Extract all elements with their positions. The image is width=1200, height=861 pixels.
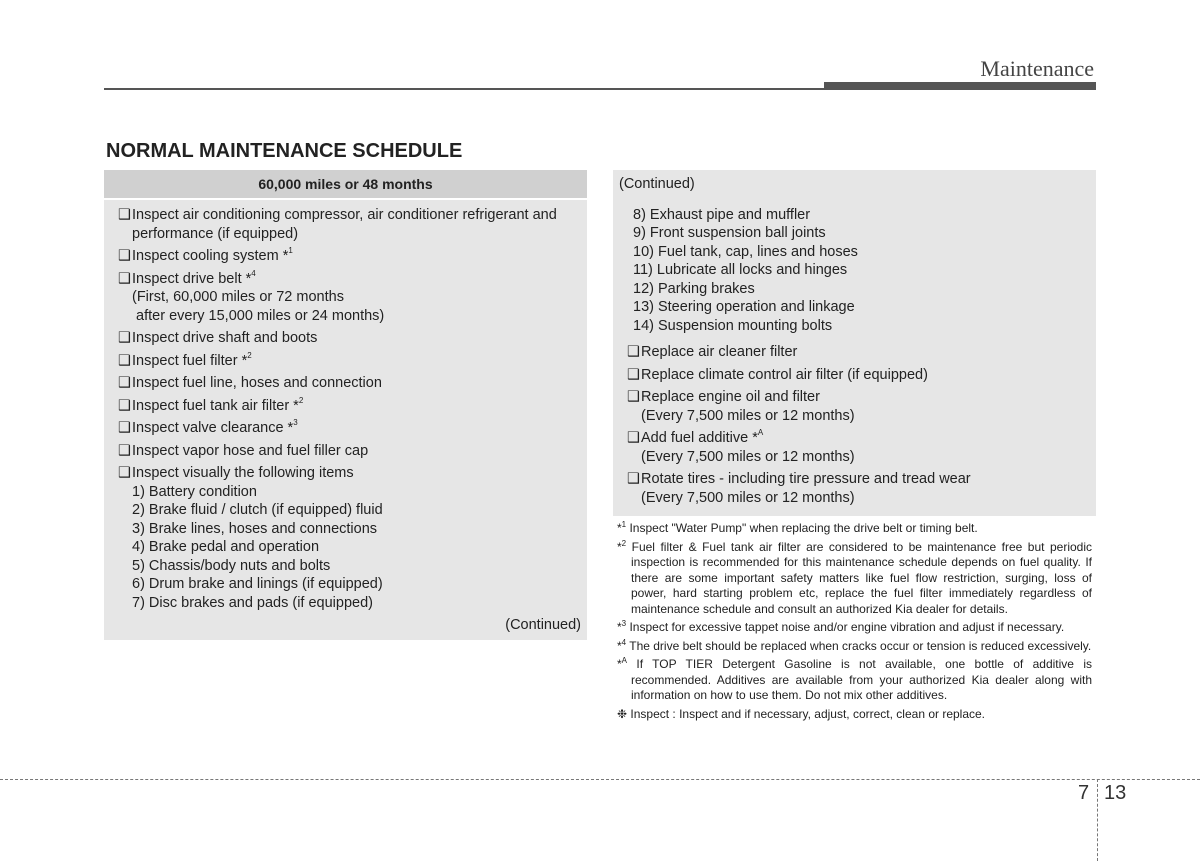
checkbox-icon: ❑ [627,430,640,446]
footnote-ref: 2 [247,350,252,360]
list-item: ❑Inspect drive belt *$^4$ (First, 60,000 miles or 72 months after every 15,000 miles or 24 months) [112,270,581,326]
page-number-divider [1097,779,1098,861]
footnote: ❉ Inspect : Inspect and if necessary, adjust, correct, clean or replace. [617,706,986,721]
checkbox-icon: ❑ [118,352,131,369]
visual-inspection-list-continued: 8) Exhaust pipe and muffler 9) Front suspension ball joints 10) Fuel tank, cap, lines and hoses 11) Lubricate all locks and hinges 12) Parking brakes 13) Steering operation and linkage 14) Suspension mounting bolts [633,206,858,334]
checkbox-icon: ❑ [627,366,640,383]
list-item: ❑Inspect valve clearance *$^3$ [118,418,298,436]
checkbox-icon: ❑ [118,465,131,481]
continued-label: (Continued) [505,617,581,633]
list-item: ❑Add fuel additive *$^A$ (Every 7,500 miles or 12 months) [621,429,1090,466]
footnote: *$^A$ If TOP TIER Detergent Gasoline is not available, one bottle of additive is recommended. Additives are available from your authorized Kia dealer along with information on how to use them. Do not mix other additives. [617,656,1092,702]
footnote-ref: A [757,428,764,437]
checkbox-icon: ❑ [118,330,131,346]
list-item: ❑Replace climate control air filter (if equipped) [627,366,928,383]
interval-heading: 60,000 miles or 48 months [104,170,587,200]
checkbox-icon: ❑ [118,442,131,459]
footnote: *$^1$ Inspect "Water Pump" when replacing the drive belt or timing belt. [617,520,978,535]
page-number: 13 [1104,782,1127,804]
header-rule [104,88,824,90]
checkbox-icon: ❑ [118,420,131,436]
asterisk-flower-icon: ❉ [617,706,628,721]
footnote-ref: 2 [298,395,304,405]
list-item: ❑Inspect visually the following items 1) Battery condition 2) Brake fluid / clutch (if equipped) fluid 3) Brake lines, hoses and connections 4) Brake pedal and operation 5) Chassis/body nuts and bolts 6) Drum brake and linings (if equipped) 7) Disc brakes and pads (if equipped) [112,464,581,612]
chapter-number: 7 [1078,782,1090,804]
list-item: ❑Replace air cleaner filter [627,344,798,360]
footnote-ref: 1 [288,246,293,255]
list-item: ❑Inspect fuel filter *$^2$ [118,350,252,369]
item-detail: (Every 7,500 miles or 12 months) [641,489,855,506]
schedule-box-left [104,170,587,640]
list-item: ❑Inspect cooling system *$^1$ [118,246,293,264]
page-header-title: Maintenance [980,56,1094,81]
footnote: *$^3$ Inspect for excessive tappet noise and/or engine vibration and adjust if necessary. [617,619,1065,634]
list-item: ❑Replace engine oil and filter (Every 7,500 miles or 12 months) [621,388,1090,425]
continued-label: (Continued) [619,176,695,192]
header-rule-accent [824,82,1096,90]
item-detail: (Every 7,500 miles or 12 months) [641,407,855,424]
checkbox-icon: ❑ [627,389,640,405]
list-item: ❑Inspect fuel tank air filter *$^2$ [118,395,304,414]
item-detail: (Every 7,500 miles or 12 months) [641,448,855,465]
visual-inspection-list: 1) Battery condition 2) Brake fluid / clutch (if equipped) fluid 3) Brake lines, hoses and connections 4) Brake pedal and operation 5) Chassis/body nuts and bolts 6) Drum brake and linings (if equipped) 7) Disc brakes and pads (if equipped) [132,483,383,611]
section-title: NORMAL MAINTENANCE SCHEDULE [106,140,463,162]
footnote-ref: 3 [293,418,298,427]
checkbox-icon: ❑ [118,397,131,414]
footnote-ref: 4 [251,268,256,278]
list-item: ❑Inspect drive shaft and boots [118,330,318,346]
checkbox-icon: ❑ [118,207,131,223]
checkbox-icon: ❑ [627,344,640,360]
list-item: ❑Inspect fuel line, hoses and connection [118,375,382,391]
footnote: *$^4$ The drive belt should be replaced when cracks occur or tension is reduced excessively. [617,637,1092,653]
checkbox-icon: ❑ [627,471,640,487]
checkbox-icon: ❑ [118,375,131,391]
list-item: ❑Rotate tires - including tire pressure and tread wear (Every 7,500 miles or 12 months) [621,470,1090,507]
page-footer-rule [0,779,1200,780]
list-item: ❑Inspect vapor hose and fuel filler cap [118,442,369,459]
list-item: ❑Inspect air conditioning compressor, air conditioner refrigerant and performance (if equipped) [118,207,557,242]
footnote: *$^2$ Fuel filter & Fuel tank air filter are considered to be maintenance free but periodic inspection is recommended for this maintenance schedule depends on fuel quality. If there are some important safety matters like fuel flow restriction, surging, loss of power, hard starting problem etc, replace the fuel filter immediately regardless of maintenance schedule and consult an authorized Kia dealer for details. [617,538,1092,616]
item-detail: (First, 60,000 miles or 72 months after every 15,000 miles or 24 months) [132,289,385,324]
footnotes [617,521,1092,725]
schedule-box-right [613,170,1096,516]
checkbox-icon: ❑ [118,270,131,287]
checkbox-icon: ❑ [118,248,131,264]
